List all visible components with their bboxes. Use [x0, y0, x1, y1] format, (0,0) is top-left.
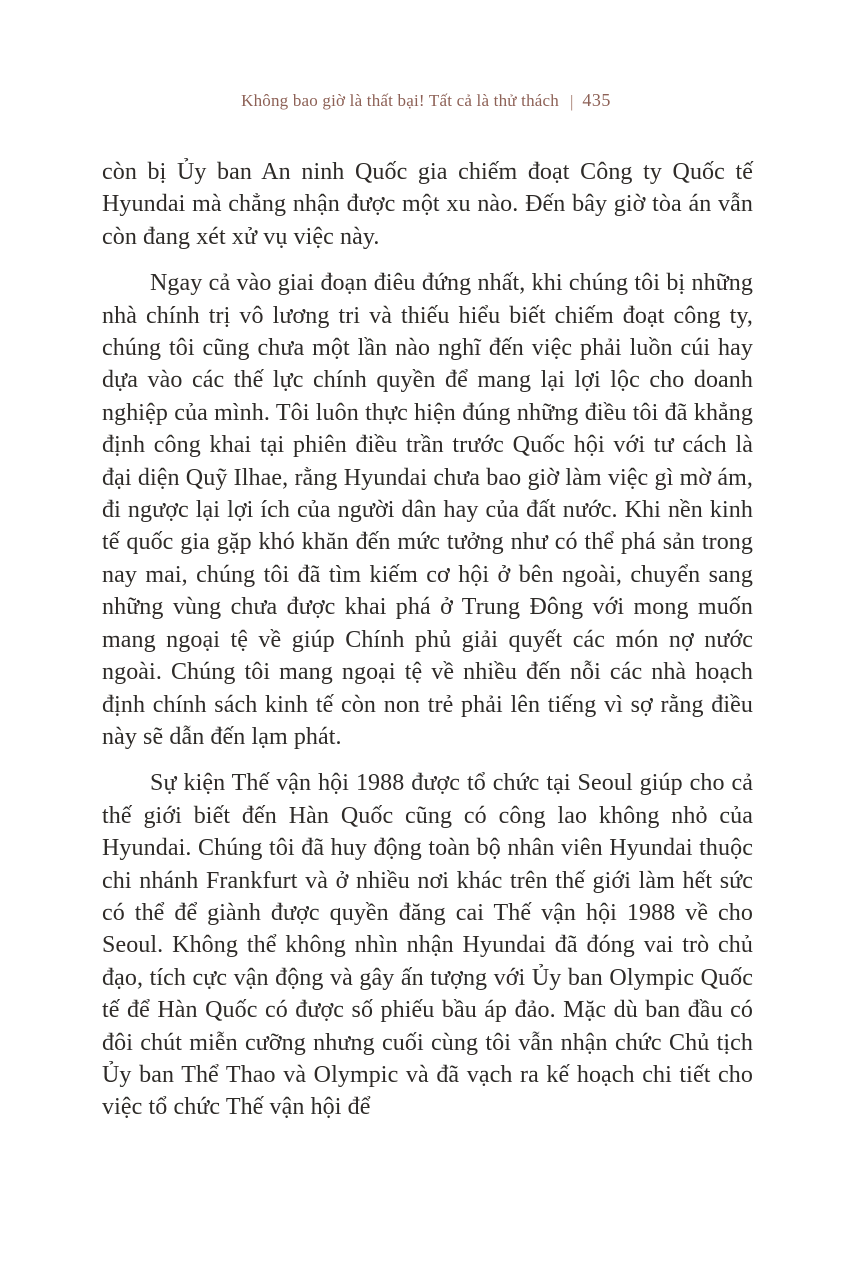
running-title: Không bao giờ là thất bại! Tất cả là thử thách [241, 91, 559, 110]
body-paragraph: Sự kiện Thế vận hội 1988 được tổ chức tại Seoul giúp cho cả thế giới biết đến Hàn Quốc cũng có công lao không nhỏ của Hyundai. Chúng tôi đã huy động toàn bộ nhân viên Hyundai thuộc chi nhánh Frankfurt và ở nhiều nơi khác trên thế giới làm hết sức có thể để giành được quyền đăng cai Thế vận hội 1988 về cho Seoul. Không thể không nhìn nhận Hyundai đã đóng vai trò chủ đạo, tích cực vận động và gây ấn tượng với Ủy ban Olympic Quốc tế để Hàn Quốc có được số phiếu bầu áp đảo. Mặc dù ban đầu có đôi chút miễn cưỡng nhưng cuối cùng tôi vẫn nhận chức Chủ tịch Ủy ban Thể Thao và Olympic và đã vạch ra kế hoạch chi tiết cho việc tổ chức Thế vận hội để [102, 770, 753, 1121]
body-paragraph: còn bị Ủy ban An ninh Quốc gia chiếm đoạt Công ty Quốc tế Hyundai mà chẳng nhận được một xu nào. Đến bây giờ tòa án vẫn còn đang xét xử vụ việc này. [102, 159, 753, 250]
header-divider: | [569, 92, 574, 111]
page-number: 435 [582, 90, 611, 110]
body-paragraph: Ngay cả vào giai đoạn điêu đứng nhất, khi chúng tôi bị những nhà chính trị vô lương tri và thiếu hiểu biết chiếm đoạt công ty, chúng tôi cũng chưa một lần nào nghĩ đến việc phải luồn cúi hay dựa vào các thế lực chính quyền để mang lại lợi lộc cho doanh nghiệp của mình. Tôi luôn thực hiện đúng những điều tôi đã khẳng định công khai tại phiên điều trần trước Quốc hội với tư cách là đại diện Quỹ Ilhae, rằng Hyundai chưa bao giờ làm việc gì mờ ám, đi ngược lại lợi ích của người dân hay của đất nước. Khi nền kinh tế quốc gia gặp khó khăn đến mức tưởng như có thể phá sản trong nay mai, chúng tôi đã tìm kiếm cơ hội ở bên ngoài, chuyển sang những vùng chưa được khai phá ở Trung Đông với mong muốn mang ngoại tệ về giúp Chính phủ giải quyết các món nợ nước ngoài. Chúng tôi mang ngoại tệ về nhiều đến nỗi các nhà hoạch định chính sách kinh tế còn non trẻ phải lên tiếng vì sợ rằng điều này sẽ dẫn đến lạm phát. [102, 270, 753, 750]
page-body [102, 156, 753, 1138]
running-head [0, 88, 852, 113]
